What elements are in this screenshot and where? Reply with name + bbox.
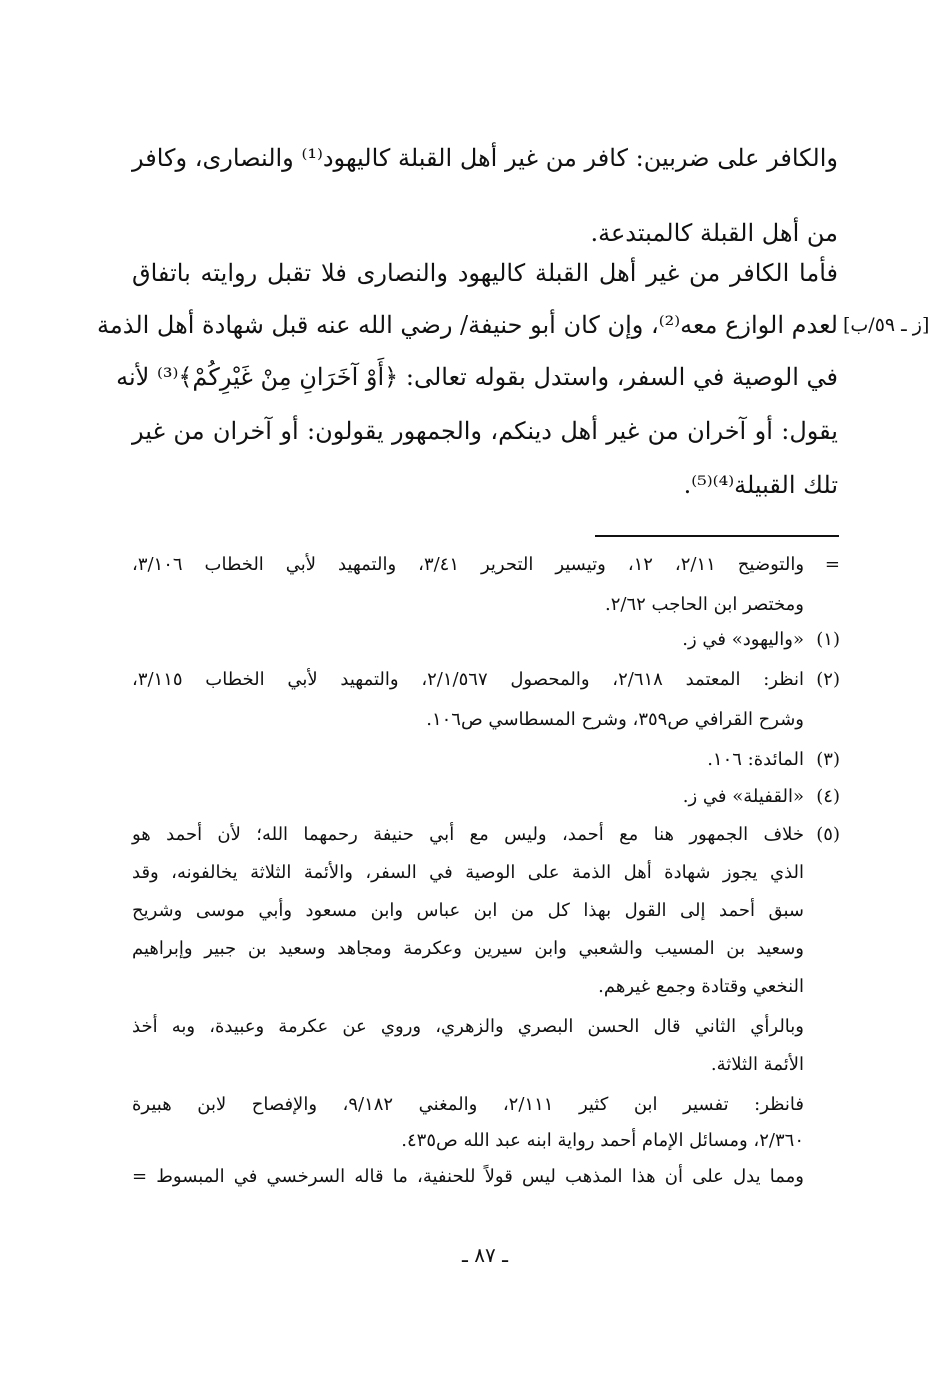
footnote-separator [595, 535, 839, 537]
page-number: ـ ٨٧ ـ [462, 1243, 508, 1267]
footnote-number: (٣) [816, 749, 840, 770]
body-line: تلك القبيلة⁽⁴⁾⁽⁵⁾. [683, 471, 838, 499]
footnote-line: ومختصر ابن الحاجب ٢/٦٢. [604, 594, 804, 615]
footnote-line: خلاف الجمهور هنا مع أحمد، وليس مع أبي حنيفة رحمهما الله؛ لأن أحمد هو [132, 824, 804, 845]
footnote-line: النخعي وقتادة وجمع غيرهم. [598, 976, 804, 997]
footnote-line: سبق أحمد إلى القول بهذا كل من ابن عباس وابن مسعود وأبي موسى وشريح [132, 900, 804, 921]
footnote-number: (٢) [816, 669, 840, 690]
body-line: والكافر على ضربين: كافر من غير أهل القبلة كاليهود⁽¹⁾ والنصارى، وكافر [132, 144, 838, 172]
footnote-line: المائدة: ١٠٦. [707, 749, 804, 770]
body-line: في الوصية في السفر، واستدل بقوله تعالى: ﴿أَوْ آخَرَانِ مِنْ غَيْرِكُمْ﴾⁽³⁾ لأنه [116, 363, 838, 391]
footnote-line: انظر: المعتمد ٢/٦١٨، والمحصول ٢/١/٥٦٧، والتمهيد لأبي الخطاب ٣/١١٥، [132, 669, 804, 690]
footnote-line: وبالرأي الثاني قال الحسن البصري والزهري، وروي عن عكرمة وعبيدة، وبه أخذ [132, 1016, 804, 1037]
footnote-number: (٥) [816, 824, 840, 845]
footnote-number: (١) [816, 629, 840, 650]
footnote-line: «واليهود» في ز. [682, 629, 804, 650]
footnote-line: ٢/٣٦٠، ومسائل الإمام أحمد رواية ابنه عبد الله ص٤٣٥. [401, 1130, 804, 1151]
footnote-line: وشرح القرافي ص٣٥٩، وشرح المسطاسي ص١٠٦. [426, 709, 804, 730]
footnote-line: الذي يجوز شهادة أهل الذمة على الوصية في السفر، والأئمة الثلاثة يخالفونه، وقد [132, 862, 804, 883]
body-line: لعدم الوازع معه⁽²⁾، وإن كان أبو حنيفة/ رضي الله عنه قبل شهادة أهل الذمة [97, 311, 838, 339]
footnote-line: الأئمة الثلاثة. [710, 1054, 804, 1075]
footnote-line: وسعيد بن المسيب والشعبي وابن سيرين وعكرمة ومجاهد وسعيد بن جبير وإبراهيم [132, 938, 804, 959]
body-line: من أهل القبلة كالمبتدعة. [590, 219, 838, 247]
footnote-number: (٤) [816, 786, 840, 807]
footnote-line: والتوضيح ٢/١١، ١٢، وتيسير التحرير ٣/٤١، والتمهيد لأبي الخطاب ٣/١٠٦، [132, 554, 805, 575]
manuscript-margin-note: [ز ـ ٥٩/ب] [843, 314, 930, 336]
footnote-line: ومما يدل على أن هذا المذهب ليس قولاً للحنفية، ما قاله السرخسي في المبسوط = [132, 1166, 804, 1187]
footnote-line: «القفيلة» في ز. [682, 786, 804, 807]
footnote-number: = [824, 554, 840, 575]
body-line: يقول: أو آخران من غير أهل دينكم، والجمهور يقولون: أو آخران من غير [132, 417, 838, 445]
body-line: فأما الكافر من غير أهل القبلة كاليهود والنصارى فلا تقبل روايته باتفاق [132, 259, 838, 287]
footnote-line: فانظر: تفسير ابن كثير ٢/١١١، والمغني ٩/١٨٢، والإفصاح لابن هبيرة [132, 1094, 804, 1115]
